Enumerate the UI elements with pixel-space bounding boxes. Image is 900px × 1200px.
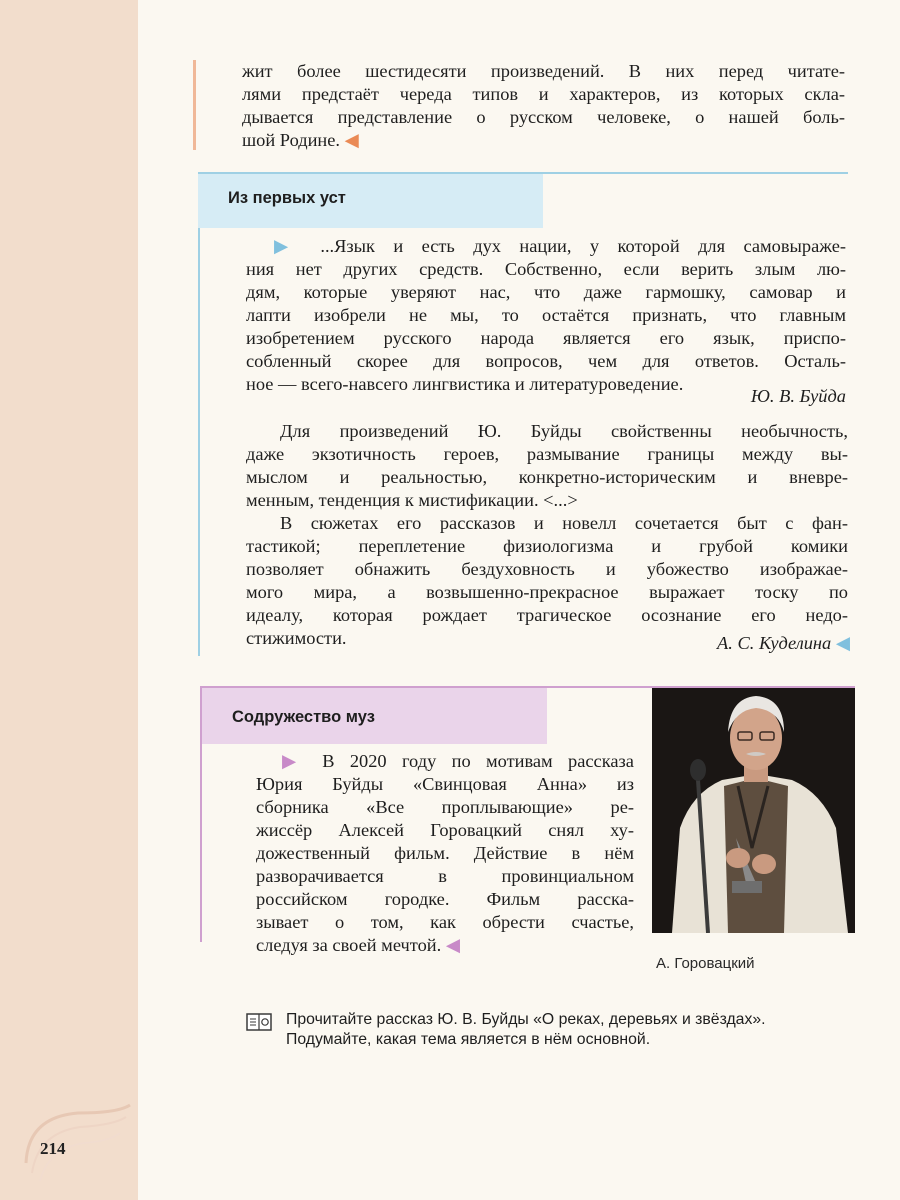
muse-line: В 2020 году по мотивам рассказа <box>322 751 634 771</box>
end-marker-icon: ◀ <box>344 130 359 150</box>
orange-side-bar <box>193 60 196 150</box>
muse-line: российском городке. Фильм расска- <box>256 889 634 909</box>
para-line: тастикой; переплетение физиологизма и грубой комики <box>246 536 848 556</box>
muse-line: зывает о том, как обрести счастье, <box>256 912 634 932</box>
person-portrait-icon <box>652 688 855 933</box>
para-line: стижимости. <box>246 628 347 648</box>
quote-line: ния нет других средств. Собственно, если верить злым лю- <box>246 259 846 279</box>
director-photo <box>652 688 855 933</box>
end-marker-icon: ◀ <box>835 633 850 653</box>
page-number-ornament-icon <box>18 1103 138 1183</box>
text-line: шой Родине. <box>242 130 341 150</box>
section-title: Из первых уст <box>228 189 346 207</box>
quote-line: ное — всего-навсего лингвистика и литературоведение. <box>246 374 684 394</box>
page-number: 214 <box>40 1139 66 1158</box>
start-marker-icon: ▶ <box>274 236 302 256</box>
quote-line-first <box>246 235 846 258</box>
book-icon <box>246 1013 272 1031</box>
para-line: позволяет обнажить бездуховность и убожество изображае- <box>246 559 848 579</box>
critic-paragraphs <box>246 420 848 650</box>
text-line: лями предстаёт череда типов и характеров, из которых скла- <box>242 84 845 104</box>
quote-block <box>246 235 846 396</box>
quote-line: изобретением русского народа является его язык, приспо- <box>246 328 846 348</box>
para-line: В сюжетах его рассказов и новелл сочетается быт с фан- <box>280 513 848 533</box>
task-line: Прочитайте рассказ Ю. В. Буйды «О реках, деревьях и звёздах». <box>286 1011 766 1028</box>
muse-line: жиссёр Алексей Горовацкий снял ху- <box>256 820 634 840</box>
muse-line: Юрия Буйды «Свинцовая Анна» из <box>256 774 634 794</box>
critic-author <box>560 632 850 655</box>
end-marker-icon: ◀ <box>445 935 460 955</box>
section-title: Содружество муз <box>232 708 375 726</box>
page-margin-strip <box>0 0 138 1200</box>
task-line: Подумайте, какая тема является в нём основной. <box>286 1031 651 1048</box>
para-line: мыслом и реальностью, конкретно-историческим и вневре- <box>246 467 848 487</box>
para-line: менным, тенденция к мистификации. <...> <box>246 490 578 510</box>
para-line: даже экзотичность героев, размывание границы между вы- <box>246 444 848 464</box>
quote-line: лапти изобрели не мы, то остаётся признать, что главным <box>246 305 846 325</box>
muse-line: разворачивается в провинциальном <box>256 866 634 886</box>
text-line-last <box>242 129 845 152</box>
para-line: Для произведений Ю. Буйды свойственны необычность, <box>280 421 848 441</box>
muses-paragraph <box>256 750 634 957</box>
critic-author-name: А. С. Куделина <box>717 633 832 653</box>
muse-line-last <box>256 934 634 957</box>
quote-line: собленный скорее для вопросов, чем для ответов. Осталь- <box>246 351 846 371</box>
text-line: жит более шестидесяти произведений. В них перед читате- <box>242 61 845 81</box>
muse-line: следуя за своей мечтой. <box>256 935 442 955</box>
para-line: идеалу, которая рождает трагическое осознание его недо- <box>246 605 848 625</box>
muse-line: дожественный фильм. Действие в нём <box>256 843 634 863</box>
quote-author: Ю. В. Буйда <box>750 386 846 406</box>
task-text <box>286 1010 866 1050</box>
quote-line: ...Язык и есть дух нации, у которой для самовыраже- <box>320 236 846 256</box>
muse-line-first <box>256 750 634 773</box>
box-left-border <box>198 172 200 656</box>
start-marker-icon: ▶ <box>282 751 307 771</box>
quote-line: дям, которые уверяют нас, что даже гармошку, самовар и <box>246 282 846 302</box>
photo-caption: А. Горовацкий <box>656 955 755 972</box>
para-line: мого мира, а возвышенно-прекрасное выражает тоску по <box>246 582 848 602</box>
top-paragraph <box>242 60 845 152</box>
text-line: дывается представление о русском человеке, о нашей боль- <box>242 107 845 127</box>
muse-line: сборника «Все проплывающие» ре- <box>256 797 634 817</box>
